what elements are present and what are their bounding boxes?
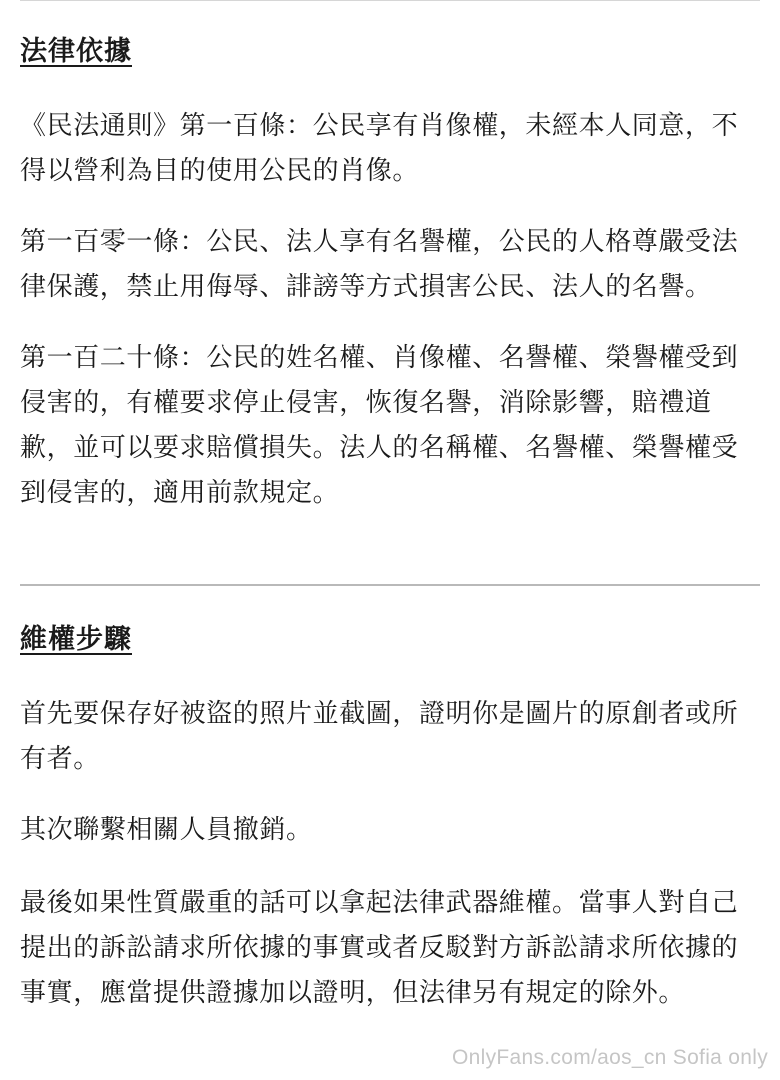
article-120-paragraph: 第一百二十條：公民的姓名權、肖像權、名譽權、榮譽權受到侵害的，有權要求停止侵害，恢復名譽，消除影響，賠禮道歉，並可以要求賠償損失。法人的名稱權、名譽權、榮譽權受到侵害的，適用前款規定。 xyxy=(20,343,739,508)
step-3-paragraph: 最後如果性質嚴重的話可以拿起法律武器維權。當事人對自己提出的訴訟請求所依據的事實或者反駁對方訴訟請求所依據的事實，應當提供證據加以證明，但法律另有規定的除外。 xyxy=(20,888,739,1008)
article-100-paragraph: 《民法通則》第一百條：公民享有肖像權，未經本人同意，不得以營利為目的使用公民的肖像。 xyxy=(20,111,739,186)
step-1-paragraph: 首先要保存好被盜的照片並截圖，證明你是圖片的原創者或所有者。 xyxy=(20,699,739,774)
legal-basis-heading: 法律依據 xyxy=(20,36,132,67)
watermark: OnlyFans.com/aos_cn Sofia only xyxy=(452,1046,768,1069)
rights-steps-section xyxy=(20,620,750,1042)
article-101-paragraph: 第一百零一條：公民、法人享有名譽權，公民的人格尊嚴受法律保護，禁止用侮辱、誹謗等方式損害公民、法人的名譽。 xyxy=(20,227,739,302)
section-divider xyxy=(20,584,760,586)
rights-steps-heading: 維權步驟 xyxy=(20,624,132,655)
top-divider xyxy=(20,0,760,1)
legal-basis-section xyxy=(20,32,750,542)
step-2-paragraph: 其次聯繫相關人員撤銷。 xyxy=(20,815,313,845)
